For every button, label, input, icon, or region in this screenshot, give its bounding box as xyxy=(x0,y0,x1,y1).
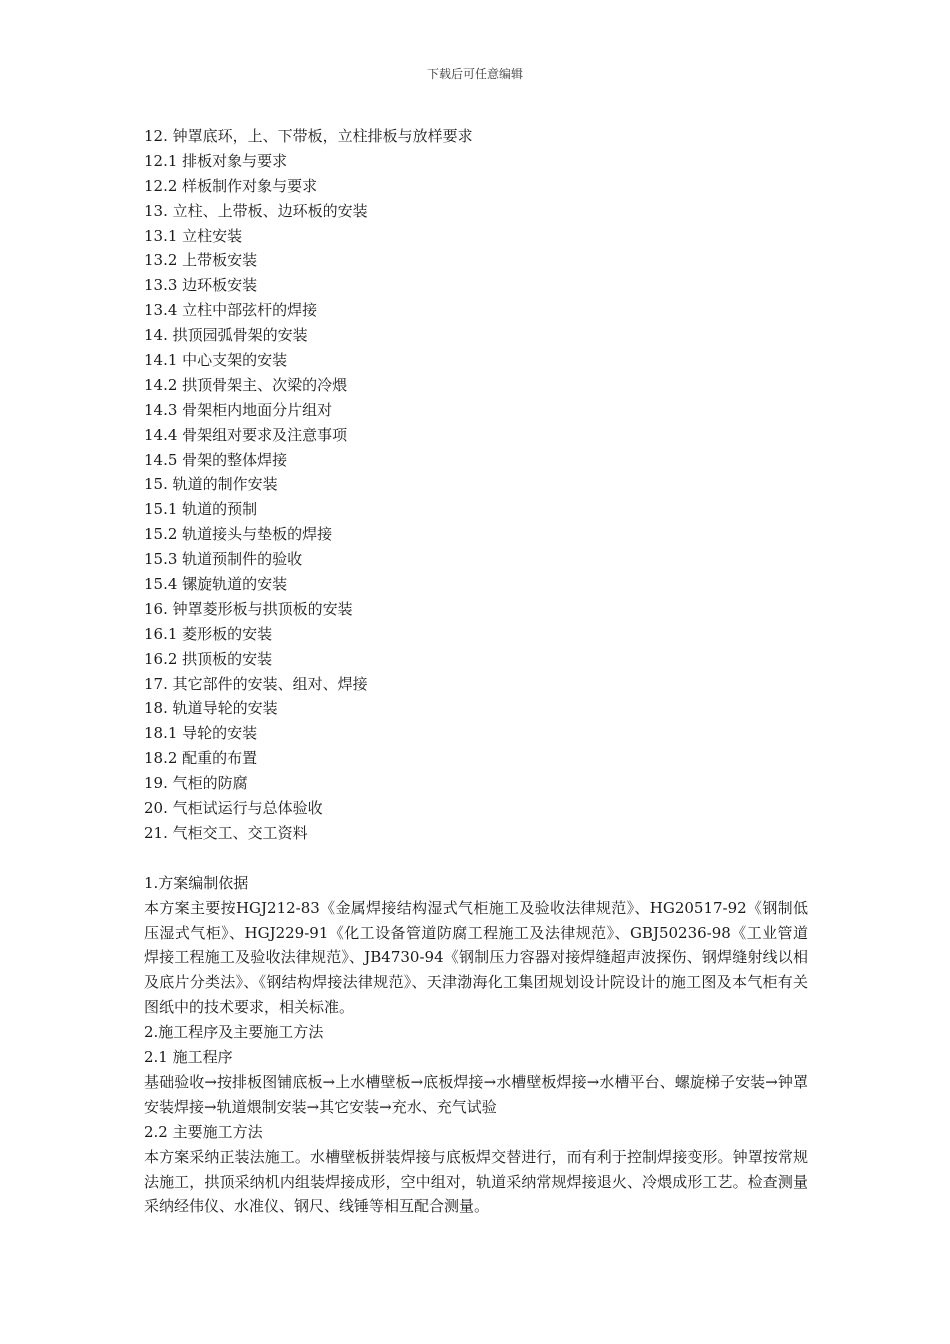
section-1-paragraph: 本方案主要按HGJ212-83《金属焊接结构湿式气柜施工及验收法律规范》、HG20517-92《钢制低压湿式气柜》、HGJ229-91《化工设备管道防腐工程施工及法律规范》、GBJ50236-98《工业管道焊接工程施工及验收法律规范》、JB4730-94《钢制压力容器对接焊缝超声波探伤、钢焊缝射线以相及底片分类法》、《钢结构焊接法律规范》、天津渤海化工集团规划设计院设计的施工图及本气柜有关图纸中的技术要求，相关标准。 xyxy=(144,898,808,1017)
toc-line: 18.2 配重的布置 xyxy=(144,749,258,768)
toc-line: 21. 气柜交工、交工资料 xyxy=(144,823,308,842)
toc-line: 13.3 边环板安装 xyxy=(144,276,258,295)
toc-line: 20. 气柜试运行与总体验收 xyxy=(144,799,323,818)
toc-line: 12. 钟罩底环，上、下带板，立柱排板与放样要求 xyxy=(144,127,473,145)
toc-line: 15.1 轨道的预制 xyxy=(144,500,258,519)
toc-line: 17. 其它部件的安装、组对、焊接 xyxy=(144,674,368,693)
toc-line: 16.2 拱顶板的安装 xyxy=(144,649,273,668)
toc-line: 12.2 样板制作对象与要求 xyxy=(144,176,318,195)
toc-line: 16.1 菱形板的安装 xyxy=(144,624,273,643)
toc-line: 13.4 立柱中部弦杆的焊接 xyxy=(144,301,318,320)
toc-line: 19. 气柜的防腐 xyxy=(144,774,248,793)
page-header: 下载后可任意编辑 xyxy=(426,67,523,81)
toc-line: 16. 钟罩菱形板与拱顶板的安装 xyxy=(144,599,353,618)
toc-line: 14. 拱顶园弧骨架的安装 xyxy=(144,326,308,345)
section-2-2-paragraph: 本方案采纳正装法施工。水槽壁板拼装焊接与底板焊交替进行，而有利于控制焊接变形。钟罩按常规法施工，拱顶采纳机内组装焊接成形，空中组对，轨道采纳常规焊接退火、冷煨成形工艺。检查测量采纳经伟仪、水准仪、钢尺、线锤等相互配合测量。 xyxy=(144,1147,808,1216)
table-of-contents xyxy=(144,124,808,846)
toc-line: 18. 轨道导轮的安装 xyxy=(144,699,278,718)
toc-line: 13.1 立柱安装 xyxy=(144,226,243,245)
toc-line: 15. 轨道的制作安装 xyxy=(144,475,278,494)
toc-line: 14.5 骨架的整体焊接 xyxy=(144,450,288,469)
section-1-title: 1.方案编制依据 xyxy=(144,873,249,892)
toc-line: 15.4 镙旋轨道的安装 xyxy=(144,575,288,594)
toc-line: 14.4 骨架组对要求及注意事项 xyxy=(144,425,348,444)
toc-line: 15.2 轨道接头与垫板的焊接 xyxy=(144,525,333,544)
toc-line: 13.2 上带板安装 xyxy=(144,251,258,270)
section-2-title: 2.施工程序及主要施工方法 xyxy=(144,1023,324,1042)
toc-line: 13. 立柱、上带板、边环板的安装 xyxy=(144,201,368,220)
toc-line: 12.1 排板对象与要求 xyxy=(144,151,288,170)
toc-line: 15.3 轨道预制件的验收 xyxy=(144,550,303,569)
toc-line: 18.1 导轮的安装 xyxy=(144,724,258,743)
toc-line: 14.1 中心支架的安装 xyxy=(144,351,288,370)
toc-line: 14.3 骨架柜内地面分片组对 xyxy=(144,400,333,419)
blank-line xyxy=(144,846,808,871)
section-2-1-title: 2.1 施工程序 xyxy=(144,1048,233,1067)
section-2-2-title: 2.2 主要施工方法 xyxy=(144,1122,263,1141)
toc-line: 14.2 拱顶骨架主、次梁的冷煨 xyxy=(144,375,348,394)
document-body xyxy=(144,124,808,1219)
section-2-1-paragraph: 基础验收→按排板图铺底板→上水槽壁板→底板焊接→水槽壁板焊接→水槽平台、螺旋梯子安装→钟罩安装焊接→轨道煨制安装→其它安装→充水、充气试验 xyxy=(144,1072,808,1116)
